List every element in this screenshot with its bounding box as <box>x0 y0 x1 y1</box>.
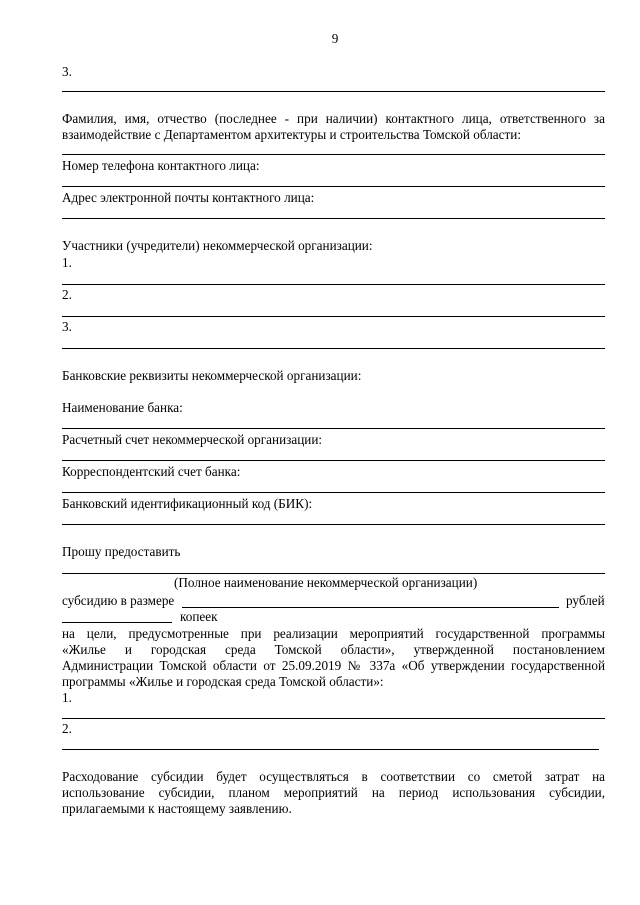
email-label: Адрес электронной почты контактного лица: <box>62 190 315 205</box>
participant-item-3: 3. <box>62 319 72 334</box>
participant-item-1: 1. <box>62 255 72 270</box>
phone-label: Номер телефона контактного лица: <box>62 158 260 173</box>
purpose-line2: «Жилье и городская среда Томской области», утвержденной постановлением <box>62 642 605 657</box>
fill-line <box>62 460 605 461</box>
org-name-line <box>62 573 605 574</box>
closing-line2: использование субсидии, планом мероприятий на период использования субсидии, <box>62 785 605 800</box>
kopecks-line <box>62 622 172 623</box>
corr-account-label: Корреспондентский счет банка: <box>62 464 241 479</box>
top-item-3: 3. <box>62 64 72 79</box>
fill-line <box>62 524 605 525</box>
fill-line <box>62 718 605 719</box>
fill-line <box>62 91 605 92</box>
page-number: 9 <box>331 31 339 46</box>
fill-line <box>62 492 605 493</box>
purpose-line4: программы «Жилье и городская среда Томской области»: <box>62 674 384 689</box>
fill-line <box>62 749 599 750</box>
bank-title: Банковские реквизиты некоммерческой организации: <box>62 368 362 383</box>
rubles-label: рублей <box>566 593 605 608</box>
subsidy-amount-line <box>182 607 559 608</box>
fill-line <box>62 218 605 219</box>
participants-title: Участники (учредители) некоммерческой организации: <box>62 238 373 253</box>
closing-line3: прилагаемыми к настоящему заявлению. <box>62 801 292 816</box>
purpose-item-2: 2. <box>62 721 72 736</box>
purpose-line3: Администрации Томской области от 25.09.2019 № 337а «Об утверждении государственной <box>62 658 605 673</box>
fill-line <box>62 428 605 429</box>
closing-line1: Расходование субсидии будет осуществляться в соответствии со сметой затрат на <box>62 769 605 784</box>
bank-name-label: Наименование банка: <box>62 400 183 415</box>
participant-item-2: 2. <box>62 287 72 302</box>
fill-line <box>62 186 605 187</box>
account-label: Расчетный счет некоммерческой организации: <box>62 432 323 447</box>
kopecks-label: копеек <box>180 609 218 624</box>
request-intro: Прошу предоставить <box>62 544 181 559</box>
org-name-caption: (Полное наименование некоммерческой организации) <box>174 575 478 590</box>
fill-line <box>62 348 605 349</box>
subsidy-prefix: субсидию в размере <box>62 593 175 608</box>
purpose-line1: на цели, предусмотренные при реализации мероприятий государственной программы <box>62 626 605 641</box>
purpose-item-1: 1. <box>62 690 72 705</box>
fill-line <box>62 154 605 155</box>
bik-label: Банковский идентификационный код (БИК): <box>62 496 313 511</box>
contact-fio-line2: взаимодействие с Департаментом архитектуры и строительства Томской области: <box>62 127 521 142</box>
contact-fio-line1: Фамилия, имя, отчество (последнее - при наличии) контактного лица, ответственного за <box>62 111 605 126</box>
fill-line <box>62 284 605 285</box>
fill-line <box>62 316 605 317</box>
